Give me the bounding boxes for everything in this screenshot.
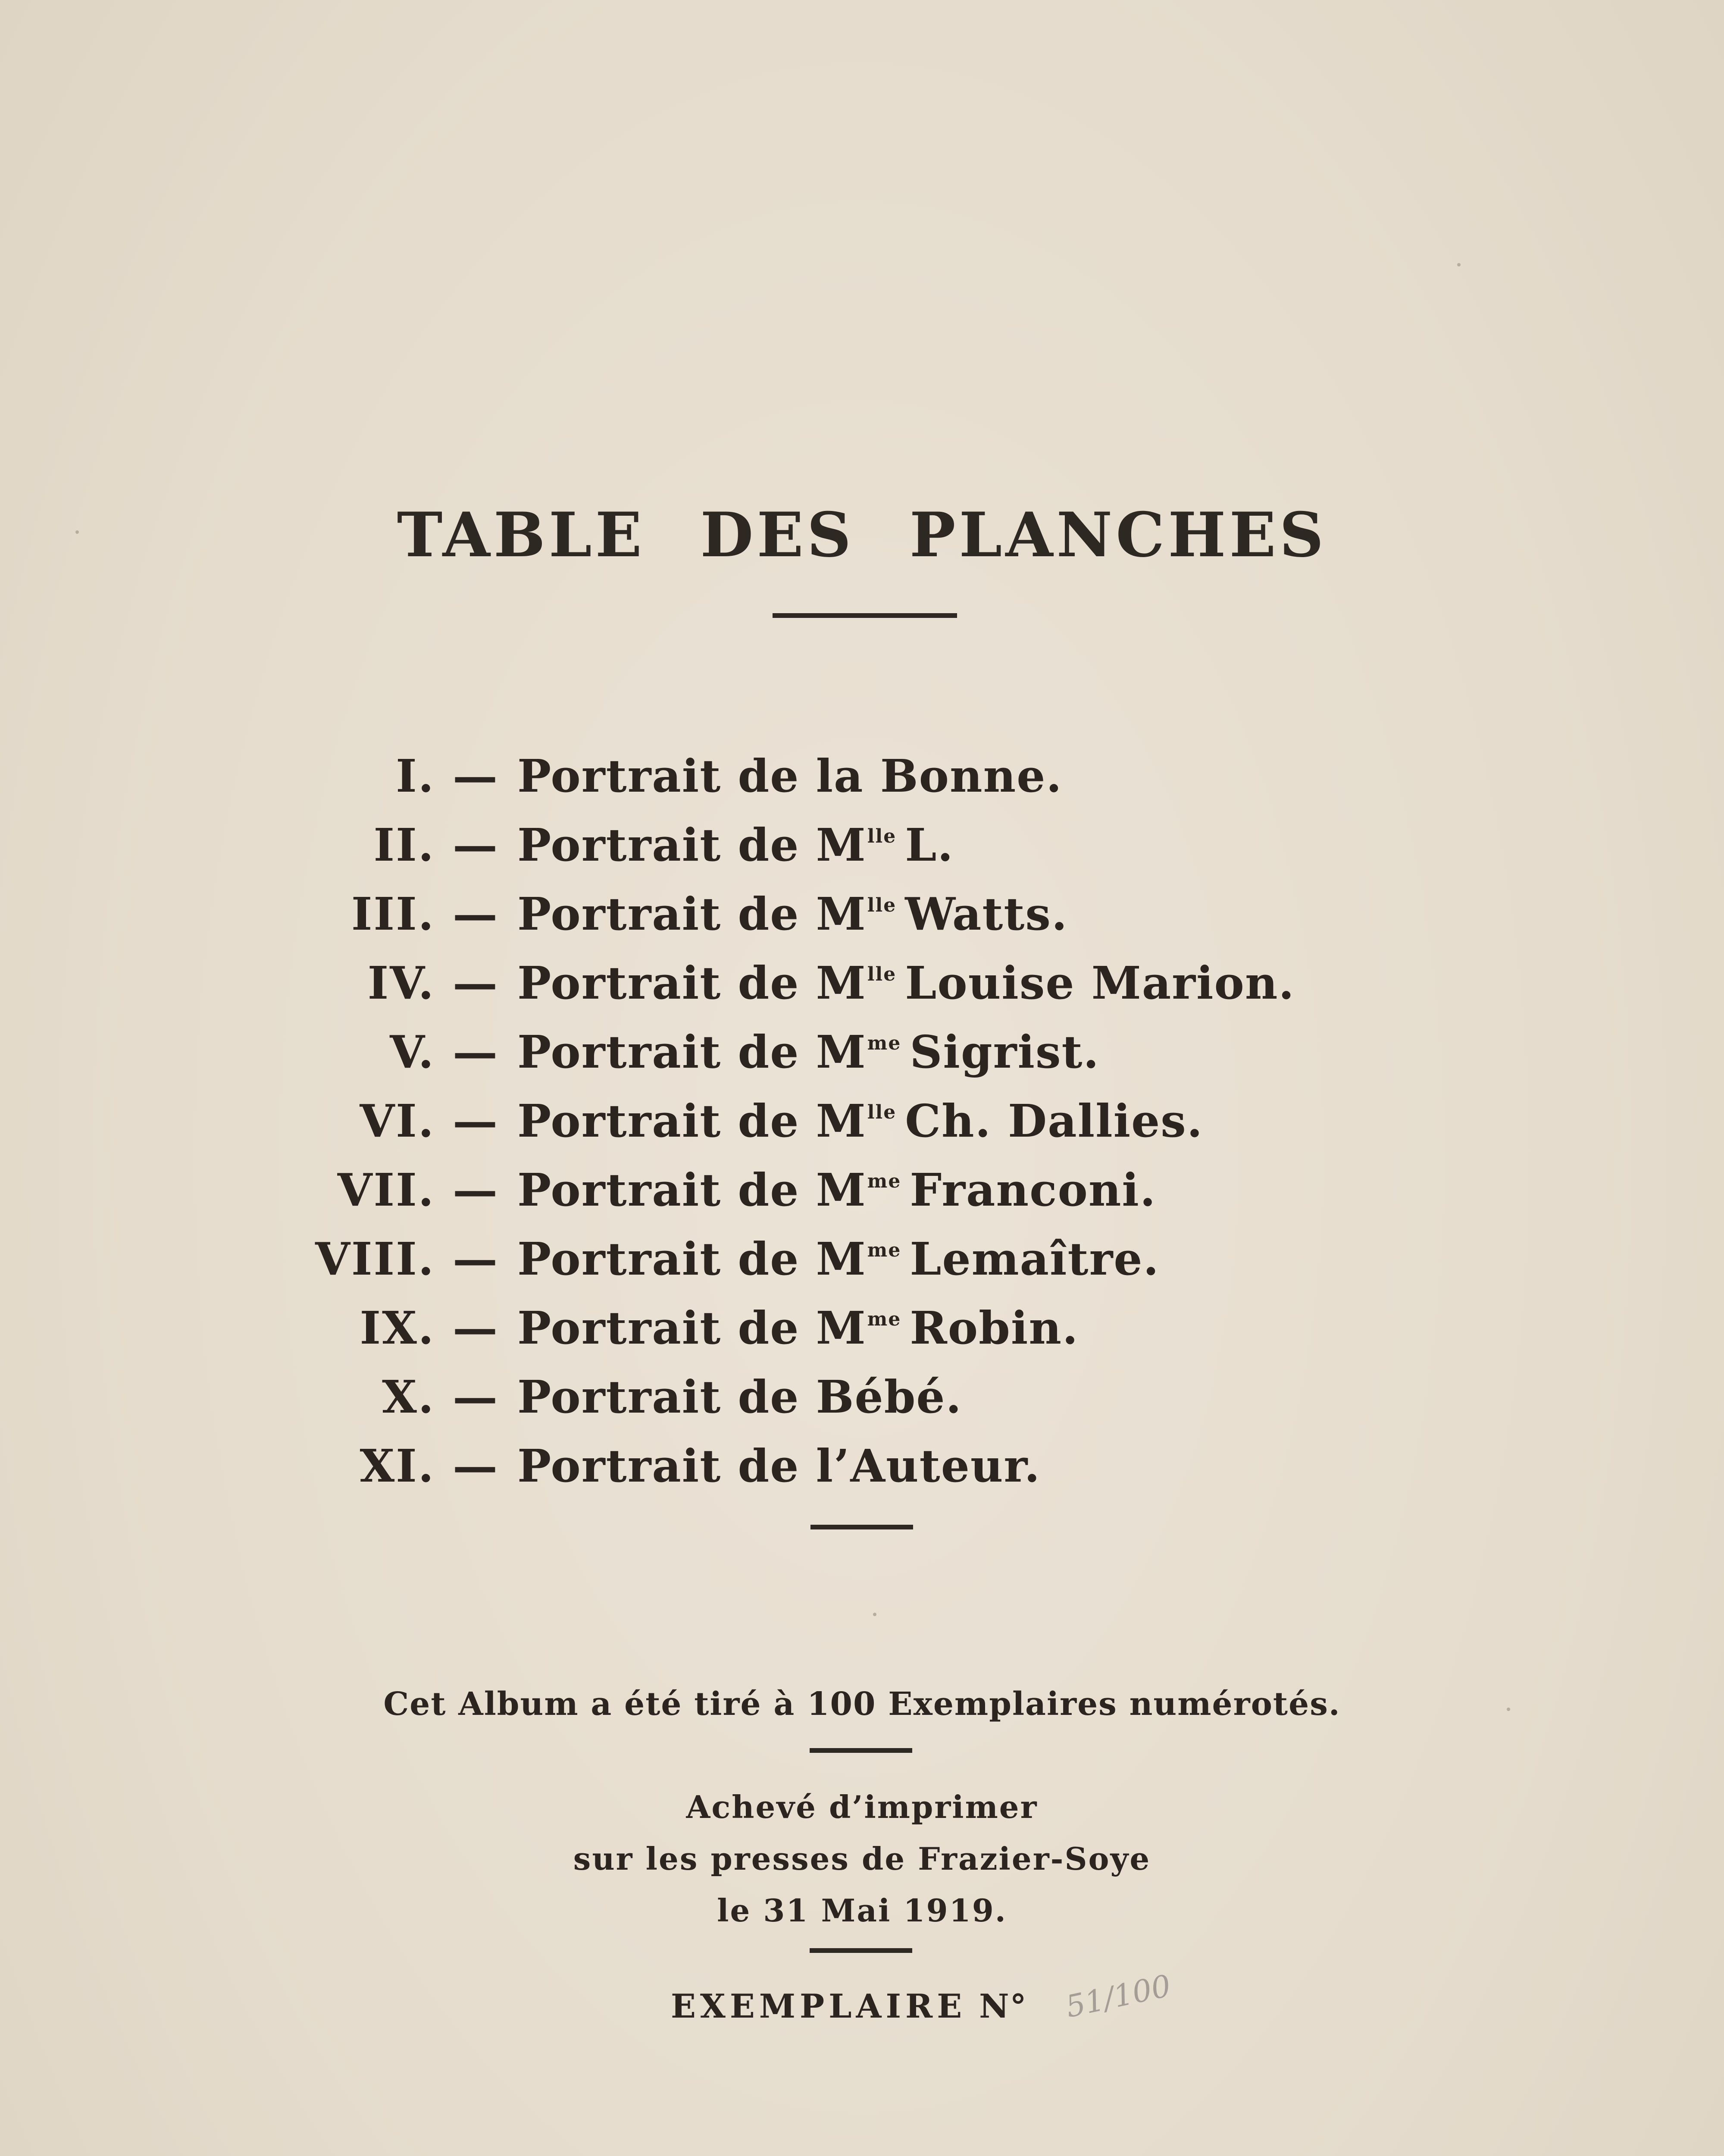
plate-dash: —: [453, 887, 497, 940]
plate-item: [0, 1156, 1724, 1225]
plate-title-superscript: me: [867, 1239, 901, 1261]
edition-divider: [810, 1748, 912, 1753]
plate-text: Portrait de M: [517, 1025, 867, 1078]
plate-text: Portrait de l’Auteur.: [517, 1439, 1041, 1492]
plate-title-superscript: me: [867, 1170, 901, 1192]
paper-speck: [873, 1613, 876, 1616]
plate-title: [517, 880, 1068, 958]
plate-numeral: VIII.: [315, 1232, 435, 1285]
handwritten-copy-number: 51/100: [1063, 1968, 1174, 2025]
paper-speck: [75, 530, 79, 534]
plate-numeral: VI.: [360, 1094, 435, 1147]
plate-title: [517, 1363, 962, 1432]
plate-numeral: IV.: [367, 956, 435, 1009]
plate-title: [517, 742, 1063, 811]
number-sign: N°: [979, 1987, 1027, 2025]
plate-text: Portrait de M: [517, 1232, 867, 1285]
plate-text: Portrait de M: [517, 818, 867, 871]
plate-name: L.: [905, 818, 954, 871]
paper-speck: [1457, 263, 1461, 266]
plate-title-superscript: lle: [867, 963, 897, 985]
plate-item: [0, 742, 1724, 811]
plate-name: Louise Marion.: [905, 956, 1295, 1009]
plate-name: Sigrist.: [910, 1025, 1100, 1078]
title-divider: [773, 613, 957, 618]
colophon-line: Achevé d’imprimer: [686, 1789, 1038, 1825]
plate-dash: —: [453, 1163, 497, 1216]
plate-numeral: V.: [390, 1025, 435, 1078]
plate-title: [517, 811, 954, 889]
plate-item: [0, 949, 1724, 1018]
plate-title: [517, 1087, 1203, 1165]
copy-number-line: [671, 1987, 1027, 2025]
page-title: TABLE DES PLANCHES: [397, 499, 1327, 571]
copy-label: EXEMPLAIRE: [671, 1987, 967, 2025]
plate-item: [0, 1225, 1724, 1294]
plate-name: Ch. Dallies.: [905, 1094, 1204, 1147]
paper-speck: [1507, 1708, 1510, 1711]
plate-numeral: X.: [382, 1370, 435, 1423]
plate-text: Portrait de M: [517, 1163, 867, 1216]
plate-item: [0, 880, 1724, 949]
plate-title: [517, 1432, 1041, 1501]
plate-dash: —: [453, 1025, 497, 1078]
list-divider: [810, 1525, 913, 1529]
plate-title: [517, 1156, 1156, 1234]
plate-dash: —: [453, 749, 497, 802]
plate-dash: —: [453, 1439, 497, 1492]
plate-title-superscript: lle: [867, 825, 897, 847]
plate-title: [517, 949, 1295, 1027]
plate-title-superscript: lle: [867, 1101, 897, 1123]
plate-title: [517, 1225, 1160, 1303]
plate-title: [517, 1294, 1079, 1372]
plate-dash: —: [453, 956, 497, 1009]
plate-title: [517, 1018, 1100, 1096]
plate-name: Watts.: [905, 887, 1068, 940]
plate-item: [0, 811, 1724, 880]
plate-text: Portrait de Bébé.: [517, 1370, 962, 1423]
plate-title-superscript: lle: [867, 894, 897, 916]
plate-text: Portrait de la Bonne.: [517, 749, 1063, 802]
plate-text: Portrait de M: [517, 887, 867, 940]
plate-text: Portrait de M: [517, 956, 867, 1009]
plate-numeral: VII.: [337, 1163, 435, 1216]
colophon-line: le 31 Mai 1919.: [717, 1892, 1007, 1929]
plate-text: Portrait de M: [517, 1301, 867, 1354]
plate-item: [0, 1432, 1724, 1501]
plate-item: [0, 1363, 1724, 1432]
plate-text: Portrait de M: [517, 1094, 867, 1147]
plate-item: [0, 1087, 1724, 1156]
plate-dash: —: [453, 818, 497, 871]
plate-dash: —: [453, 1370, 497, 1423]
plate-numeral: III.: [351, 887, 435, 940]
plate-numeral: XI.: [360, 1439, 435, 1492]
plate-item: [0, 1018, 1724, 1087]
plate-name: Franconi.: [910, 1163, 1157, 1216]
plate-title-superscript: me: [867, 1032, 901, 1054]
plate-dash: —: [453, 1094, 497, 1147]
plate-dash: —: [453, 1232, 497, 1285]
plate-numeral: I.: [396, 749, 435, 802]
plate-dash: —: [453, 1301, 497, 1354]
plate-item: [0, 1294, 1724, 1363]
plate-numeral: II.: [373, 818, 435, 871]
plate-title-superscript: me: [867, 1308, 901, 1330]
plate-numeral: IX.: [360, 1301, 435, 1354]
edition-note: Cet Album a été tiré à 100 Exemplaires numérotés.: [383, 1686, 1341, 1723]
colophon-divider: [810, 1948, 912, 1953]
colophon-line: sur les presses de Frazier-Soye: [573, 1840, 1151, 1877]
plate-name: Robin.: [910, 1301, 1079, 1354]
plate-name: Lemaître.: [910, 1232, 1160, 1285]
